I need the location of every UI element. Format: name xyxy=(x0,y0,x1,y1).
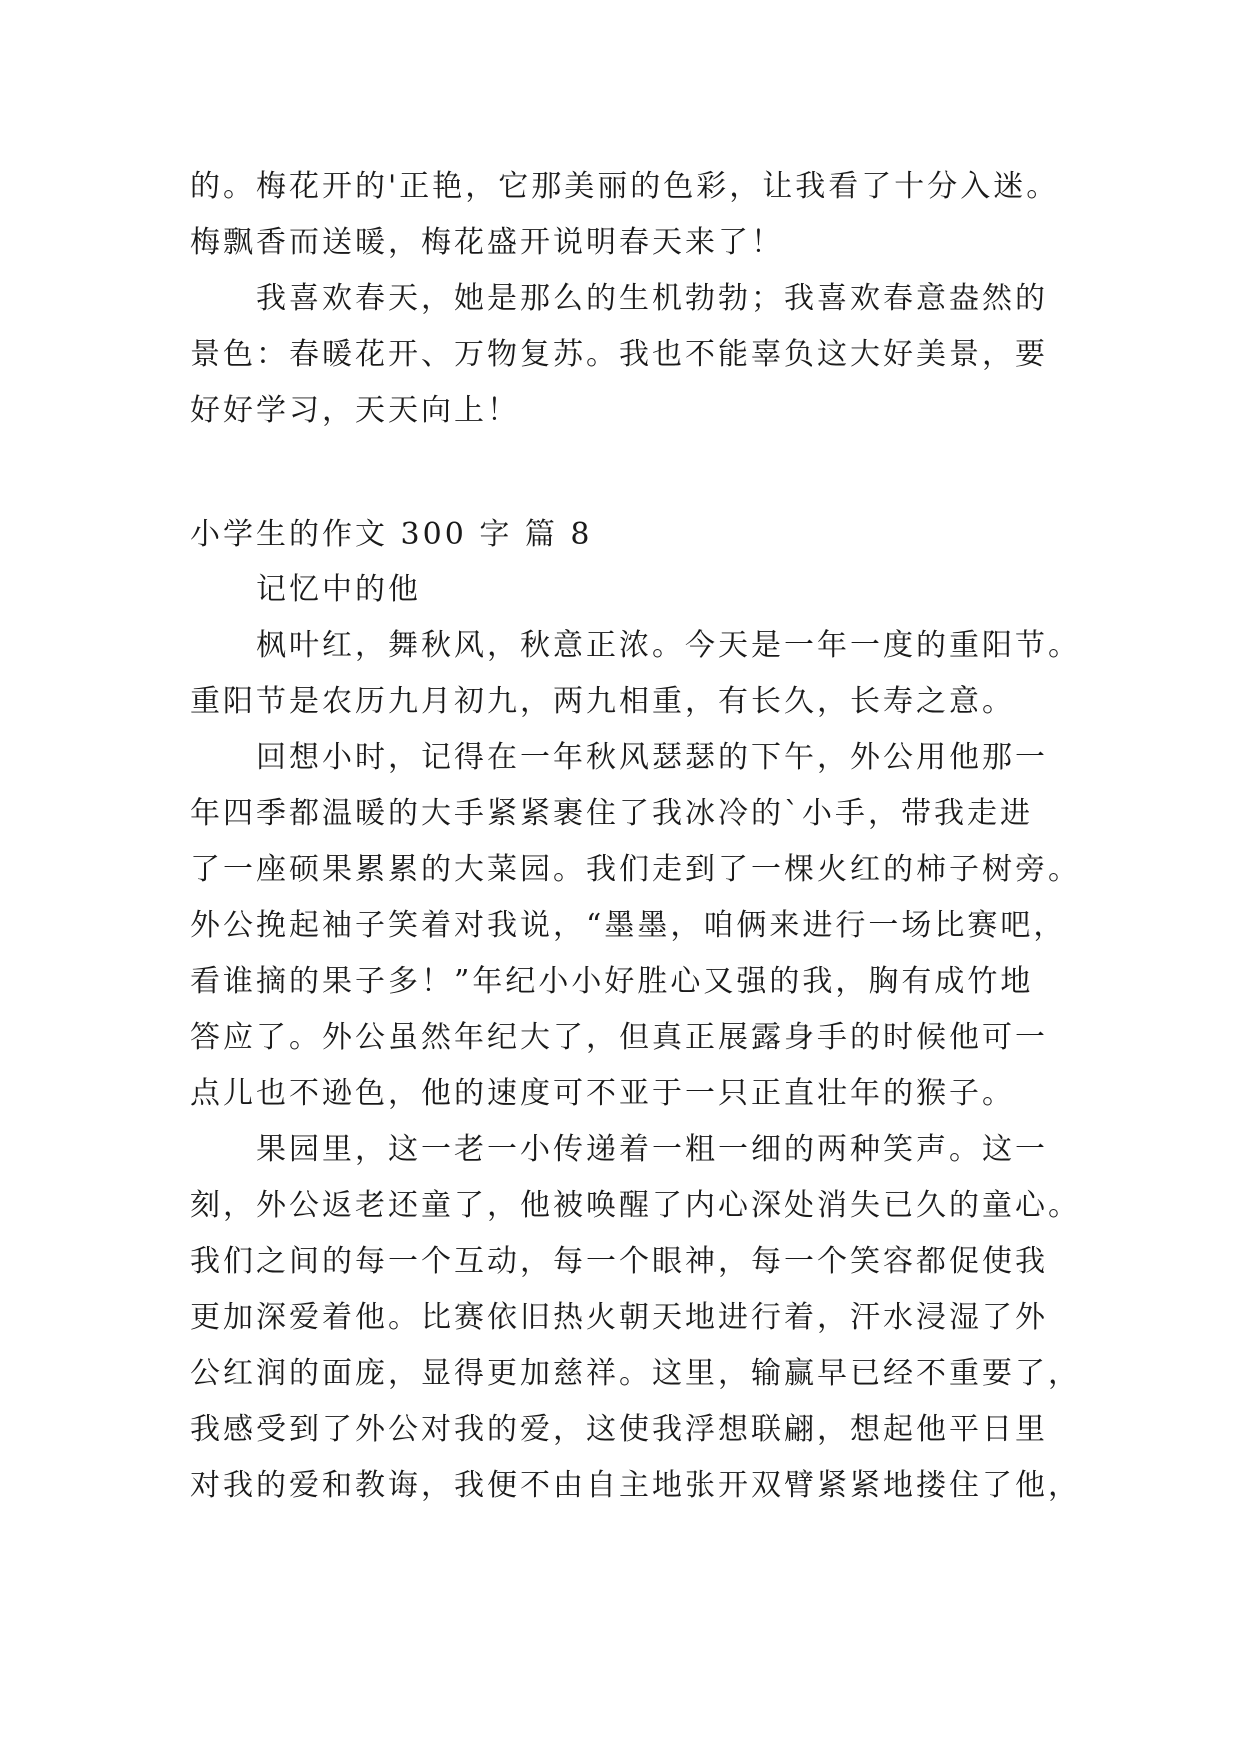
text-line: 了一座硕果累累的大菜园。我们走到了一棵火红的柿子树旁。 xyxy=(190,852,1081,887)
text-line: 回想小时，记得在一年秋风瑟瑟的下午，外公用他那一 xyxy=(256,740,1048,775)
text-line: 看谁摘的果子多！”年纪小小好胜心又强的我，胸有成竹地 xyxy=(190,964,1034,999)
text-line: 我喜欢春天，她是那么的生机勃勃；我喜欢春意盎然的 xyxy=(256,281,1048,316)
text-line: 点儿也不逊色，他的速度可不亚于一只正直壮年的猴子。 xyxy=(190,1076,1015,1111)
text-line: 刻，外公返老还童了，他被唤醒了内心深处消失已久的童心。 xyxy=(190,1188,1081,1223)
text-line: 我们之间的每一个互动，每一个眼神，每一个笑容都促使我 xyxy=(190,1244,1048,1279)
text-line: 更加深爱着他。比赛依旧热火朝天地进行着，汗水浸湿了外 xyxy=(190,1300,1048,1335)
text-line: 公红润的面庞，显得更加慈祥。这里，输赢早已经不重要了， xyxy=(190,1356,1081,1391)
essay-title: 记忆中的他 xyxy=(256,572,421,607)
text-line: 景色：春暖花开、万物复苏。我也不能辜负这大好美景，要 xyxy=(190,337,1048,372)
text-line: 对我的爱和教诲，我便不由自主地张开双臂紧紧地搂住了他， xyxy=(190,1468,1081,1503)
text-line: 果园里，这一老一小传递着一粗一细的两种笑声。这一 xyxy=(256,1132,1048,1167)
text-line: 梅飘香而送暖，梅花盛开说明春天来了！ xyxy=(190,225,784,260)
text-line: 外公挽起袖子笑着对我说，“墨墨，咱俩来进行一场比赛吧， xyxy=(190,908,1067,943)
section-heading: 小学生的作文 300 字 篇 8 xyxy=(190,517,593,552)
text-line: 的。梅花开的'正艳，它那美丽的色彩，让我看了十分入迷。 xyxy=(190,169,1060,204)
text-line: 好好学习，天天向上！ xyxy=(190,393,520,428)
text-line: 枫叶红，舞秋风，秋意正浓。今天是一年一度的重阳节。 xyxy=(256,628,1081,663)
text-line: 年四季都温暖的大手紧紧裹住了我冰冷的`小手，带我走进 xyxy=(190,796,1033,831)
text-line: 重阳节是农历九月初九，两九相重，有长久，长寿之意。 xyxy=(190,684,1015,719)
text-line: 答应了。外公虽然年纪大了，但真正展露身手的时候他可一 xyxy=(190,1020,1048,1055)
text-line: 我感受到了外公对我的爱，这使我浮想联翩，想起他平日里 xyxy=(190,1412,1048,1447)
